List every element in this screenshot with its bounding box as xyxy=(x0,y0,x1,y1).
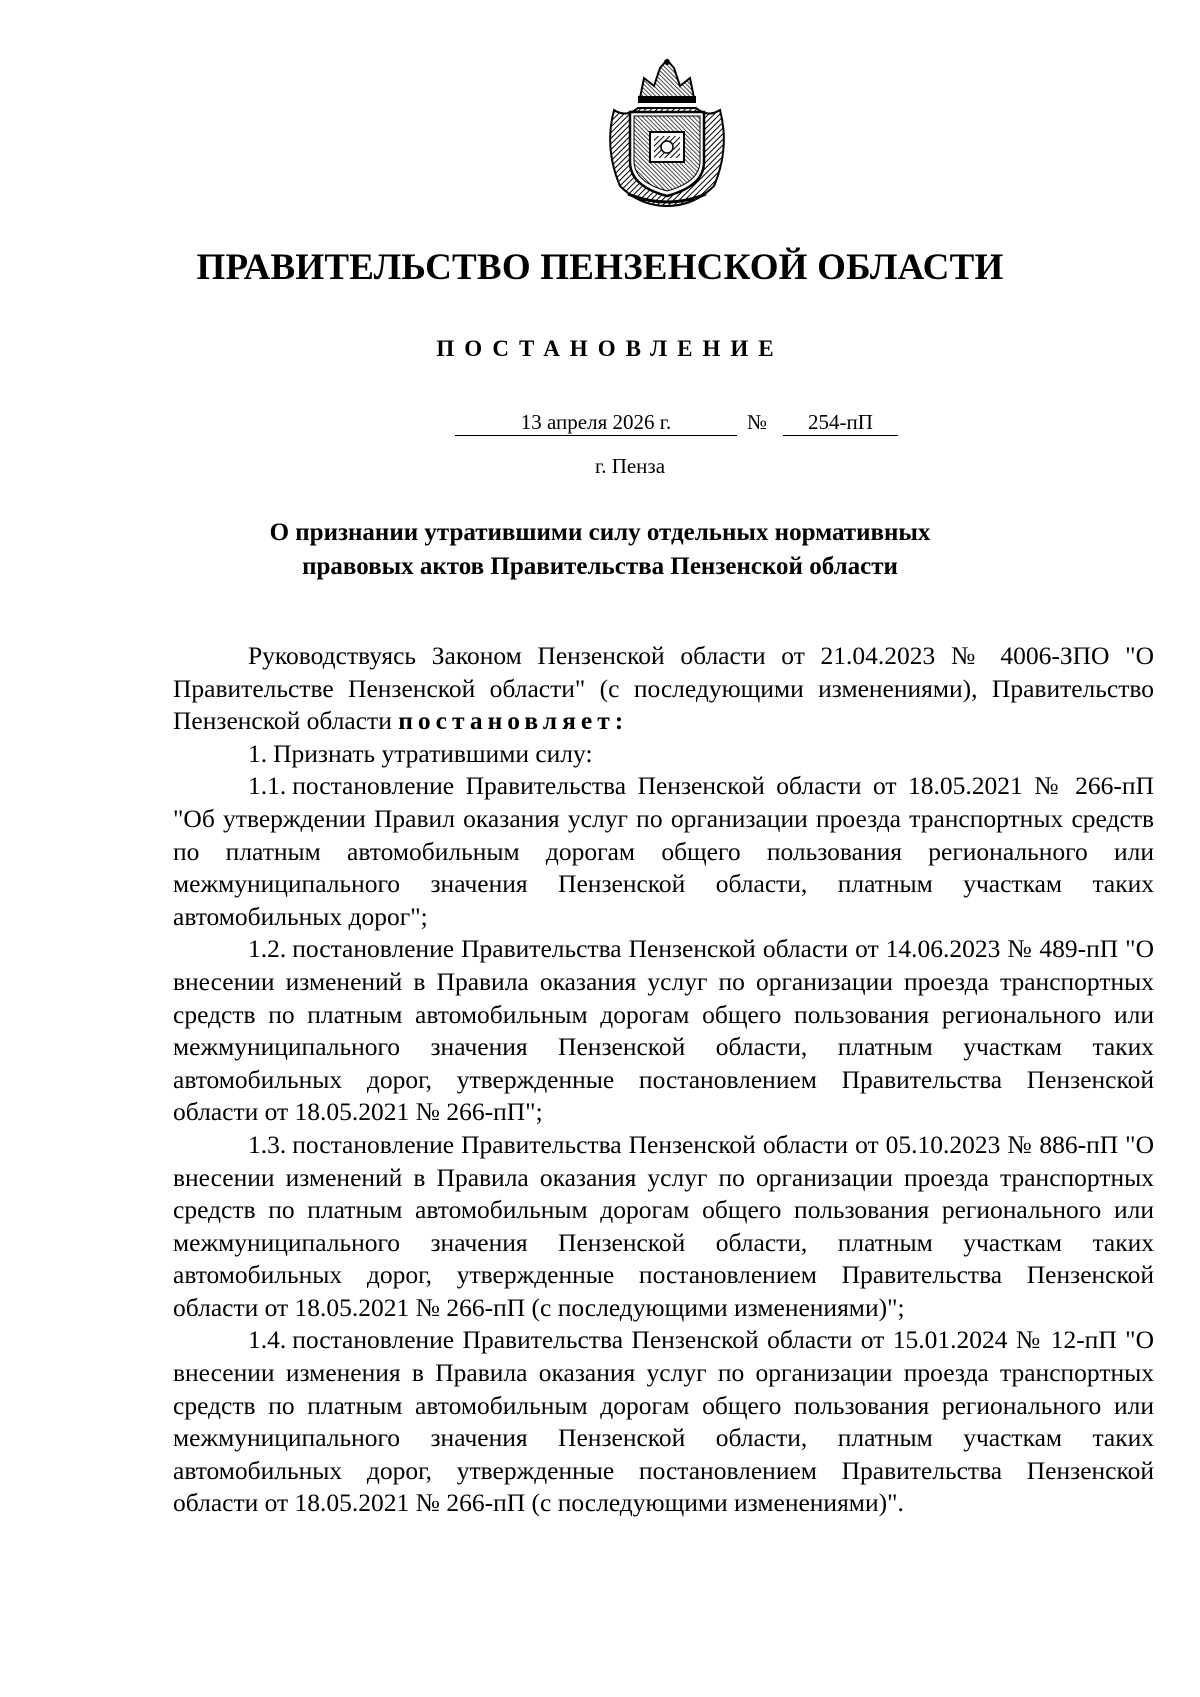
document-date: 13 апреля 2026 г. xyxy=(455,410,737,436)
subject-line-2: правовых актов Правительства Пензенской области xyxy=(302,553,898,580)
decree-word: постановляет: xyxy=(398,706,629,736)
subject-line-1: О признании утратившими силу отдельных нормативных xyxy=(269,519,931,546)
subitem-1-2-paragraph xyxy=(173,933,1154,1129)
document-subject xyxy=(0,516,1200,584)
document-number: 254-пП xyxy=(783,410,898,436)
preamble-paragraph xyxy=(173,640,1154,738)
coat-of-arms-icon xyxy=(600,58,734,208)
date-number-line xyxy=(0,410,1200,442)
subitem-1-4-paragraph xyxy=(173,1324,1154,1520)
subitem-1-3-text: постановление Правительства Пензенской области от 05.10.2023 № 886-пП "О внесении изменений в Правила оказания услуг по организации проезда транспортных средств по платным автомобильным дорогам общего пользования регионального или межмуниципального значения Пензенской области, платным участкам таких автомобильных дорог, утвержденные постановлением Правительства Пензенской области от 18.05.2021 № 266-пП (с последующими изменениями)"; xyxy=(173,1129,1154,1322)
organization-title: ПРАВИТЕЛЬСТВО ПЕНЗЕНСКОЙ ОБЛАСТИ xyxy=(196,247,1004,288)
subitem-1-1-marker: 1.1. xyxy=(248,771,287,801)
document-city: г. Пенза xyxy=(594,454,666,478)
subitem-1-2-text: постановление Правительства Пензенской области от 14.06.2023 № 489-пП "О внесении изменений в Правила оказания услуг по организации проезда транспортных средств по платным автомобильным дорогам общего пользования регионального или межмуниципального значения Пензенской области, платным участкам таких автомобильных дорог, утвержденные постановлением Правительства Пензенской области от 18.05.2021 № 266-пП"; xyxy=(173,934,1154,1127)
subitem-1-2-marker: 1.2. xyxy=(248,934,287,964)
subitem-1-4-text: постановление Правительства Пензенской области от 15.01.2024 № 12-пП "О внесении изменения в Правила оказания услуг по организации проезда транспортных средств по платным автомобильным дорогам общего пользования регионального или межмуниципального значения Пензенской области, платным участкам таких автомобильных дорог, утвержденные постановлением Правительства Пензенской области от 18.05.2021 № 266-пП (с последующими изменениями)". xyxy=(173,1325,1154,1518)
preamble-text: Руководствуясь Законом Пензенской области от 21.04.2023 № 4006-ЗПО "О Правительстве Пензенской области" (с последующими изменениями), Правительство Пензенской области xyxy=(173,641,1154,736)
item-1-paragraph xyxy=(173,738,1154,771)
subitem-1-1-paragraph xyxy=(173,770,1154,933)
subitem-1-4-marker: 1.4. xyxy=(248,1325,287,1355)
item-1-marker: 1. xyxy=(248,738,268,768)
subitem-1-1-text: постановление Правительства Пензенской области от 18.05.2021 № 266-пП "Об утверждении Правил оказания услуг по организации проезда транспортных средств по платным автомобильным дорогам общего пользования регионального или межмуниципального значения Пензенской области, платным участкам таких автомобильных дорог"; xyxy=(173,771,1154,931)
item-1-text: Признать утратившими силу: xyxy=(273,738,593,768)
document-body xyxy=(173,640,1154,1520)
subitem-1-3-marker: 1.3. xyxy=(248,1129,287,1159)
number-sign: № xyxy=(747,410,768,434)
document-type: ПОСТАНОВЛЕНИЕ xyxy=(436,336,784,361)
subitem-1-3-paragraph xyxy=(173,1129,1154,1325)
